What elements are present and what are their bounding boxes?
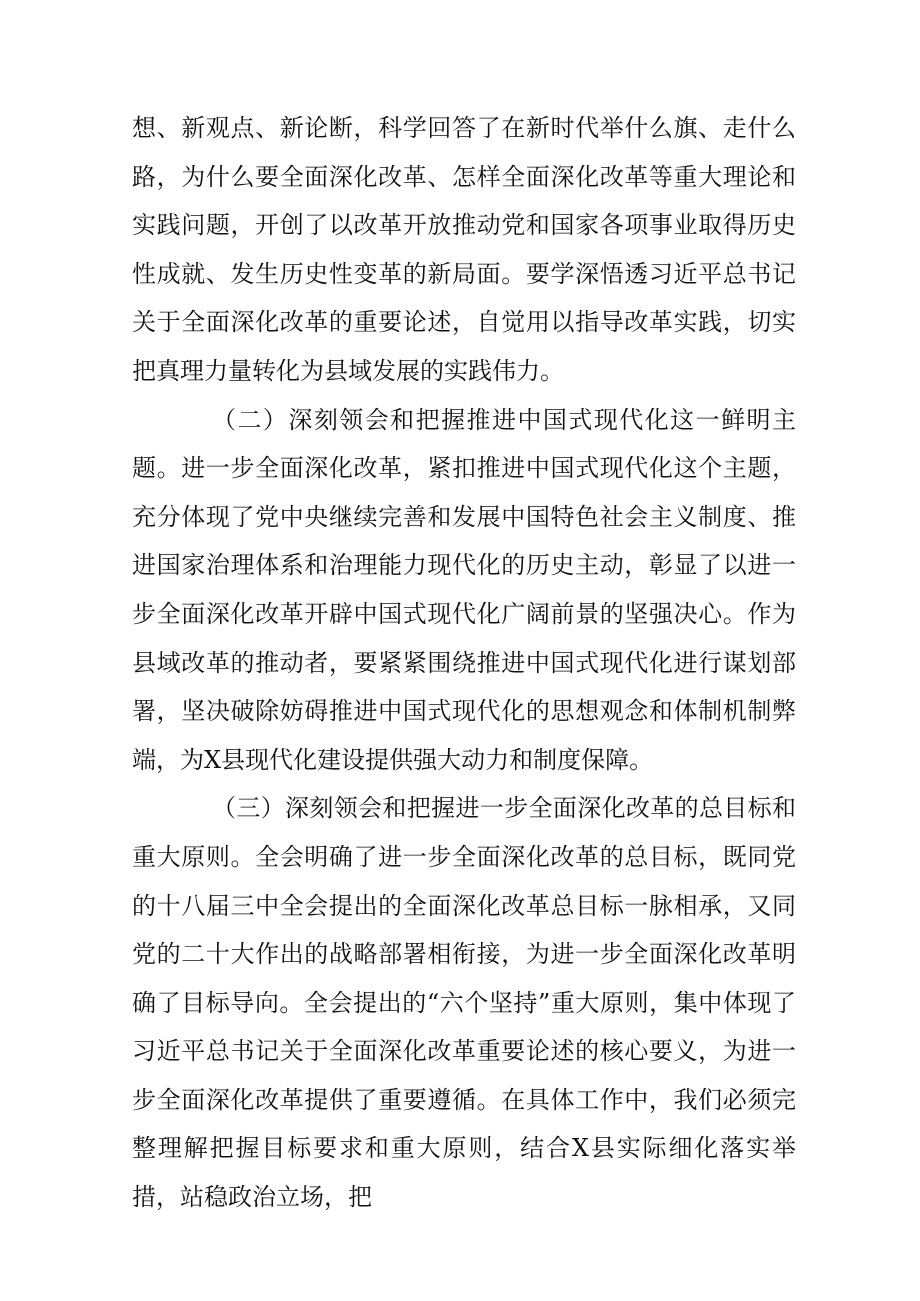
paragraph-section-two: （二）深刻领会和把握推进中国式现代化这一鲜明主题。进一步全面深化改革，紧扣推进中国式现代化这个主题，充分体现了党中央继续完善和发展中国特色社会主义制度、推进国家治理体系和治理能力现代化的历史主动，彰显了以进一步全面深化改革开辟中国式现代化广阔前景的坚强决心。作为县域改革的推动者，要紧紧围绕推进中国式现代化进行谋划部署，坚决破除妨碍推进中国式现代化的思想观念和体制机制弊端，为X县现代化建设提供强大动力和制度保障。 — [132, 405, 796, 774]
paragraph-section-three: （三）深刻领会和把握进一步全面深化改革的总目标和重大原则。全会明确了进一步全面深化改革的总目标，既同党的十八届三中全会提出的全面深化改革总目标一脉相承，又同党的二十大作出的战略部署相衔接，为进一步全面深化改革明确了目标导向。全会提出的“六个坚持”重大原则，集中体现了习近平总书记关于全面深化改革重要论述的核心要义，为进一步全面深化改革提供了重要遵循。在具体工作中，我们必须完整理解把握目标要求和重大原则，结合X县实际细化落实举措，站稳政治立场，把 — [132, 794, 796, 1212]
document-body — [132, 104, 796, 1222]
paragraph-continuation: 想、新观点、新论断，科学回答了在新时代举什么旗、走什么路，为什么要全面深化改革、怎样全面深化改革等重大理论和实践问题，开创了以改革开放推动党和国家各项事业取得历史性成就、发生历史性变革的新局面。要学深悟透习近平总书记关于全面深化改革的重要论述，自觉用以指导改革实践，切实把真理力量转化为县域发展的实践伟力。 — [132, 114, 796, 385]
